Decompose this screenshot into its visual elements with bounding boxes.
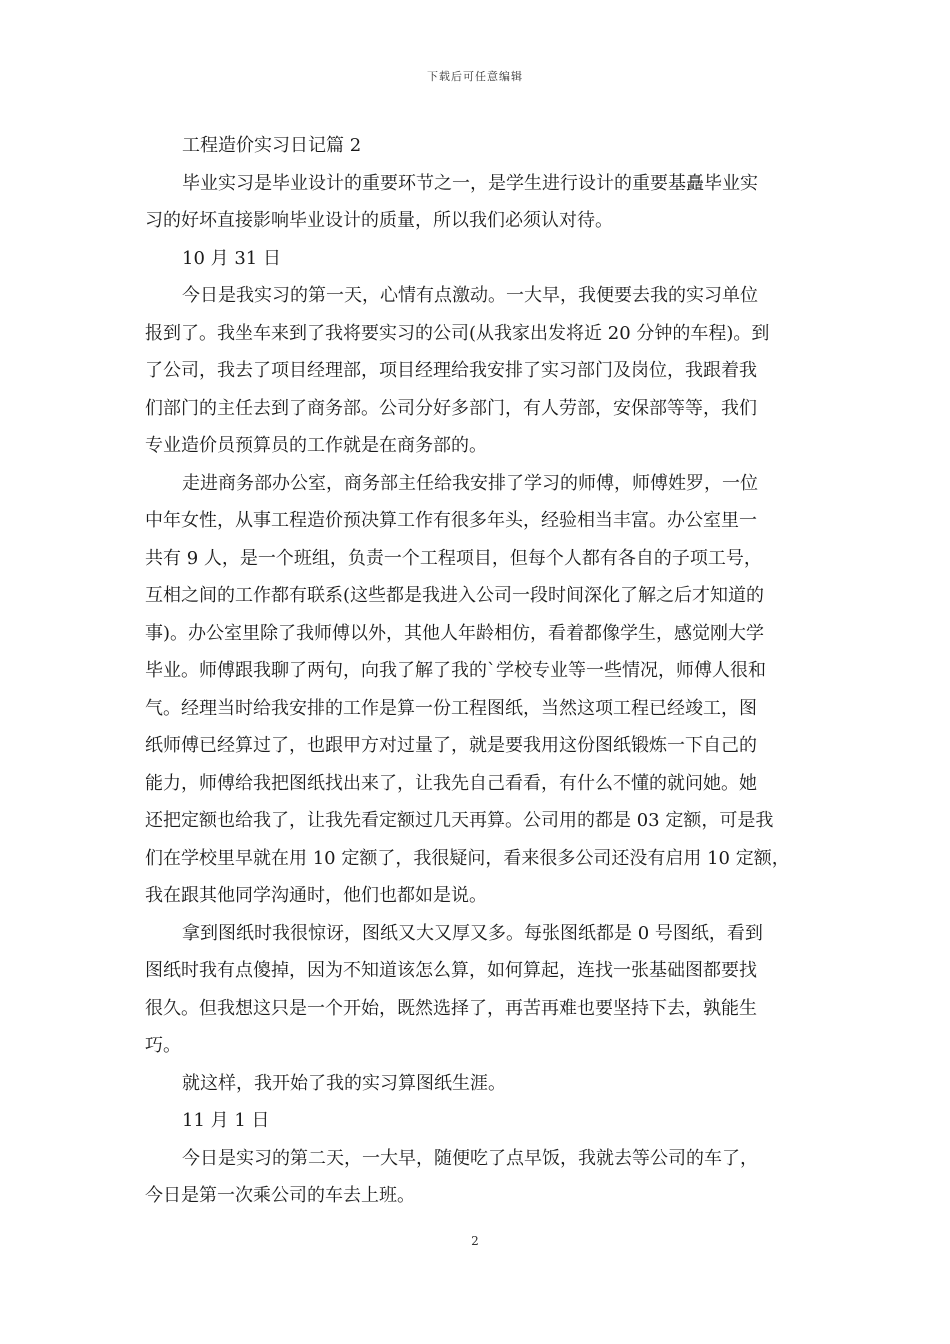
text-line: 我在跟其他同学沟通时，他们也都如是说。	[145, 885, 487, 906]
text-line: 互相之间的工作都有联系(这些都是我进入公司一段时间深化了解之后才知道的	[145, 585, 765, 606]
text-line: 今日是第一次乘公司的车去上班。	[145, 1185, 415, 1206]
text-line: 今日是实习的第二天，一大早，随便吃了点早饭，我就去等公司的车了，	[182, 1147, 758, 1169]
text-line: 们在学校里早就在用 10 定额了，我很疑问，看来很多公司还没有启用 10 定额，	[145, 847, 790, 869]
text-line: 习的好坏直接影响毕业设计的质量，所以我们必须认对待。	[145, 210, 613, 231]
page-number: 2	[471, 1234, 479, 1248]
text-line: 中年女性，从事工程造价预决算工作有很多年头，经验相当丰富。办公室里一	[145, 510, 757, 531]
text-line: 毕业实习是毕业设计的重要环节之一，是学生进行设计的重要基矗毕业实	[182, 172, 758, 194]
document-title: 工程造价实习日记篇 2	[182, 135, 362, 156]
text-line: 就这样，我开始了我的实习算图纸生涯。	[182, 1072, 506, 1094]
text-line: 图纸时我有点傻掉，因为不知道该怎么算，如何算起，连找一张基础图都要找	[145, 960, 757, 981]
text-line: 气。经理当时给我安排的工作是算一份工程图纸，当然这项工程已经竣工，图	[145, 697, 757, 719]
text-line: 拿到图纸时我很惊讶，图纸又大又厚又多。每张图纸都是 0 号图纸，看到	[182, 922, 763, 944]
text-line: 今日是我实习的第一天，心情有点激动。一大早，我便要去我的实习单位	[182, 285, 758, 306]
date-heading: 10 月 31 日	[182, 247, 281, 269]
text-line: 专业造价员预算员的工作就是在商务部的。	[145, 435, 487, 456]
text-line: 共有 9 人，是一个班组，负责一个工程项目，但每个人都有各自的子项工号，	[145, 547, 762, 569]
text-line: 很久。但我想这只是一个开始，既然选择了，再苦再难也要坚持下去，孰能生	[145, 997, 757, 1019]
text-line: 报到了。我坐车来到了我将要实习的公司(从我家出发将近 20 分钟的车程)。到	[145, 322, 770, 344]
date-heading: 11 月 1 日	[182, 1110, 270, 1131]
text-line: 纸师傅已经算过了，也跟甲方对过量了，就是要我用这份图纸锻炼一下自己的	[145, 735, 757, 756]
text-line: 们部门的主任去到了商务部。公司分好多部门，有人劳部，安保部等等，我们	[145, 397, 757, 419]
text-line: 毕业。师傅跟我聊了两句，向我了解了我的`学校专业等一些情况，师傅人很和	[145, 660, 766, 681]
text-line: 走进商务部办公室，商务部主任给我安排了学习的师傅，师傅姓罗，一位	[182, 472, 758, 494]
text-line: 巧。	[145, 1035, 181, 1056]
document-body	[145, 127, 813, 1215]
text-line: 能力，师傅给我把图纸找出来了，让我先自己看看，有什么不懂的就问她。她	[145, 772, 757, 794]
text-line: 还把定额也给我了，让我先看定额过几天再算。公司用的都是 03 定额，可是我	[145, 810, 774, 831]
header-note: 下载后可任意编辑	[427, 70, 523, 83]
text-line: 了公司，我去了项目经理部，项目经理给我安排了实习部门及岗位，我跟着我	[145, 360, 757, 381]
text-line: 事)。办公室里除了我师傅以外，其他人年龄相仿，看着都像学生，感觉刚大学	[145, 622, 765, 644]
